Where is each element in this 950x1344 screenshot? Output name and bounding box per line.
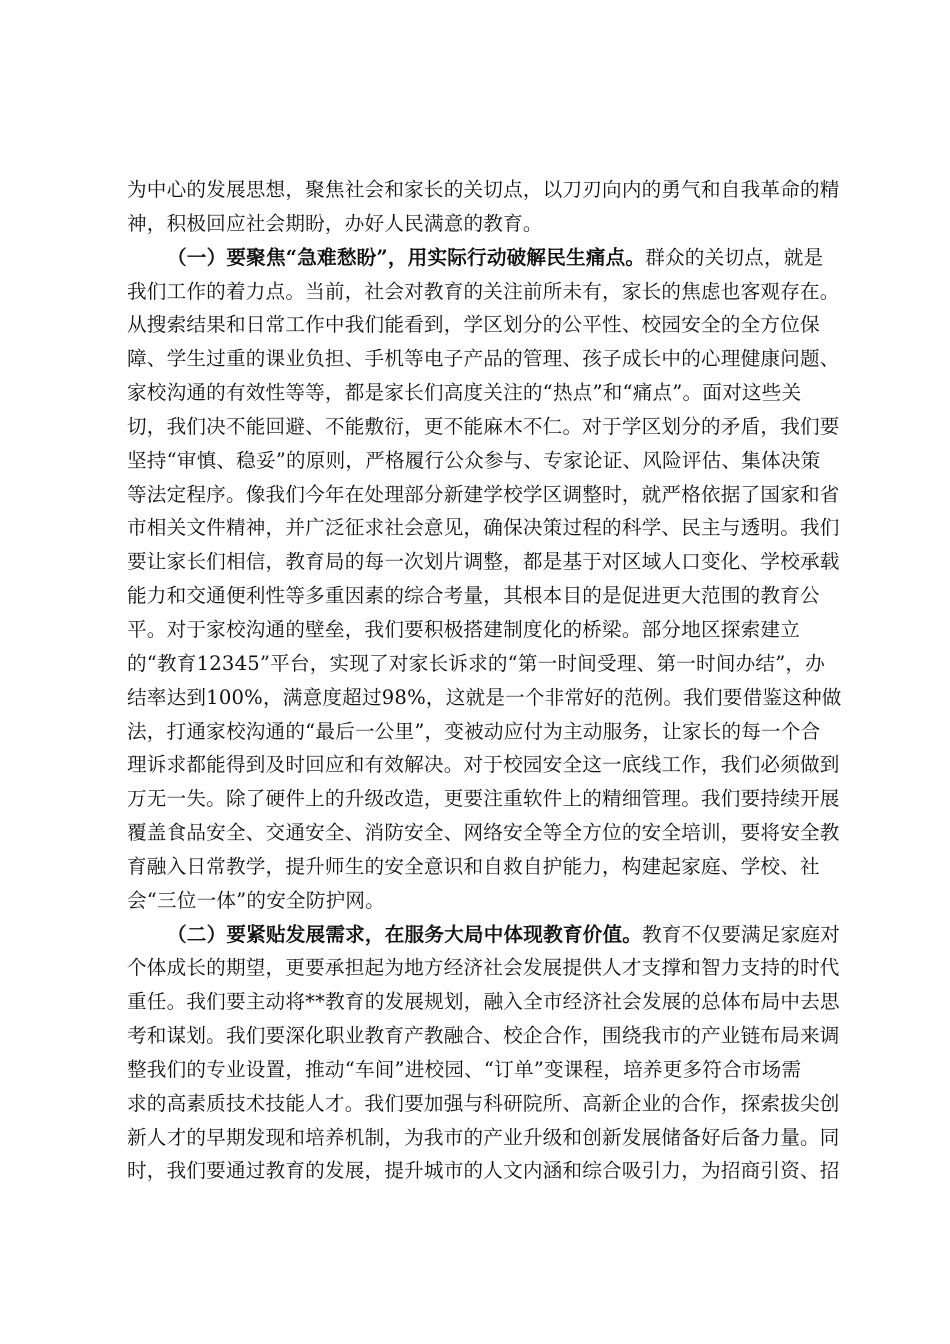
text-run: 群众的关切点，就是 (645, 245, 824, 269)
text-line: 重任。我们要主动将**教育的发展规划，融入全市经济社会发展的总体布局中去思 (127, 990, 840, 1014)
document-body (127, 173, 842, 1188)
text-line-first (127, 918, 840, 952)
text-line: 平。对于家校沟通的壁垒，我们要积极搭建制度化的桥梁。部分地区探索建立 (127, 617, 800, 641)
paragraph-section-two (127, 918, 840, 1189)
text-line: 新人才的早期发现和培养机制，为我市的产业升级和创新发展储备好后备力量。同 (127, 1125, 840, 1149)
text-line: 家校沟通的有效性等等，都是家长们高度关注的“热点”和“痛点”。面对这些关 (127, 381, 802, 405)
section-one-heading: （一）要聚焦“急难愁盼”，用实际行动破解民生痛点。 (167, 245, 646, 269)
text-line: 覆盖食品安全、交通安全、消防安全、网络安全等全方位的安全培训，要将安全教 (127, 821, 840, 845)
text-line: 为中心的发展思想，聚焦社会和家长的关切点，以刀刃向内的勇气和自我革命的精 (127, 178, 840, 201)
text-line: 坚持“审慎、稳妥”的原则，严格履行公众参与、专家论证、风险评估、集体决策 (127, 448, 821, 472)
text-line: 结率达到100%，满意度超过98%，这就是一个非常好的范例。我们要借鉴这种做 (127, 685, 842, 709)
text-line: 从搜索结果和日常工作中我们能看到，学区划分的公平性、校园安全的全方位保 (127, 313, 820, 337)
text-line: 神，积极回应社会期盼，办好人民满意的教育。 (127, 211, 543, 235)
text-run: 教育不仅要满足家庭对 (642, 922, 840, 946)
paragraph-section-one (127, 241, 842, 918)
text-line: 万无一失。除了硬件上的升级改造，更要注重软件上的精细管理。我们要持续开展 (127, 787, 840, 811)
text-line: 能力和交通便利性等多重因素的综合考量，其根本目的是促进更大范围的教育公 (127, 584, 820, 608)
text-line: 市相关文件精神，并广泛征求社会意见，确保决策过程的科学、民主与透明。我们 (127, 516, 840, 540)
text-line: 法，打通家校沟通的“最后一公里”，变被动应付为主动服务，让家长的每一个合 (127, 719, 821, 743)
section-two-heading: （二）要紧贴发展需求，在服务大局中体现教育价值。 (167, 922, 643, 946)
text-line: 会“三位一体”的安全防护网。 (127, 888, 385, 912)
paragraph-intro (127, 173, 840, 241)
text-line: 要让家长们相信，教育局的每一次划片调整，都是基于对区域人口变化、学校承载 (127, 550, 840, 574)
text-line: 理诉求都能得到及时回应和有效解决。对于校园安全这一底线工作，我们必须做到 (127, 753, 840, 777)
text-line: 个体成长的期望，更要承担起为地方经济社会发展提供人才支撑和智力支持的时代 (127, 956, 840, 980)
text-line: 我们工作的着力点。当前，社会对教育的关注前所未有，家长的焦虑也客观存在。 (127, 279, 840, 303)
text-line: 考和谋划。我们要深化职业教育产教融合、校企合作，围绕我市的产业链布局来调 (127, 1024, 840, 1048)
text-line: 等法定程序。像我们今年在处理部分新建学校学区调整时，就严格依据了国家和省 (127, 482, 840, 506)
text-line: 求的高素质技术技能人才。我们要加强与科研院所、高新企业的合作，探索拔尖创 (127, 1091, 840, 1115)
text-line: 的“教育12345”平台，实现了对家长诉求的“第一时间受理、第一时间办结”，办 (127, 651, 826, 675)
text-line: 整我们的专业设置，推动“车间”进校园、“订单”变课程，培养更多符合市场需 (127, 1057, 802, 1081)
text-line: 切，我们决不能回避、不能敷衍，更不能麻木不仁。对于学区划分的矛盾，我们要 (127, 414, 840, 438)
text-line: 育融入日常教学，提升师生的安全意识和自救自护能力，构建起家庭、学校、社 (127, 854, 820, 878)
text-line: 时，我们要通过教育的发展，提升城市的人文内涵和综合吸引力，为招商引资、招 (127, 1159, 840, 1183)
text-line-first (127, 241, 833, 275)
text-line: 障、学生过重的课业负担、手机等电子产品的管理、孩子成长中的心理健康问题、 (127, 347, 840, 371)
